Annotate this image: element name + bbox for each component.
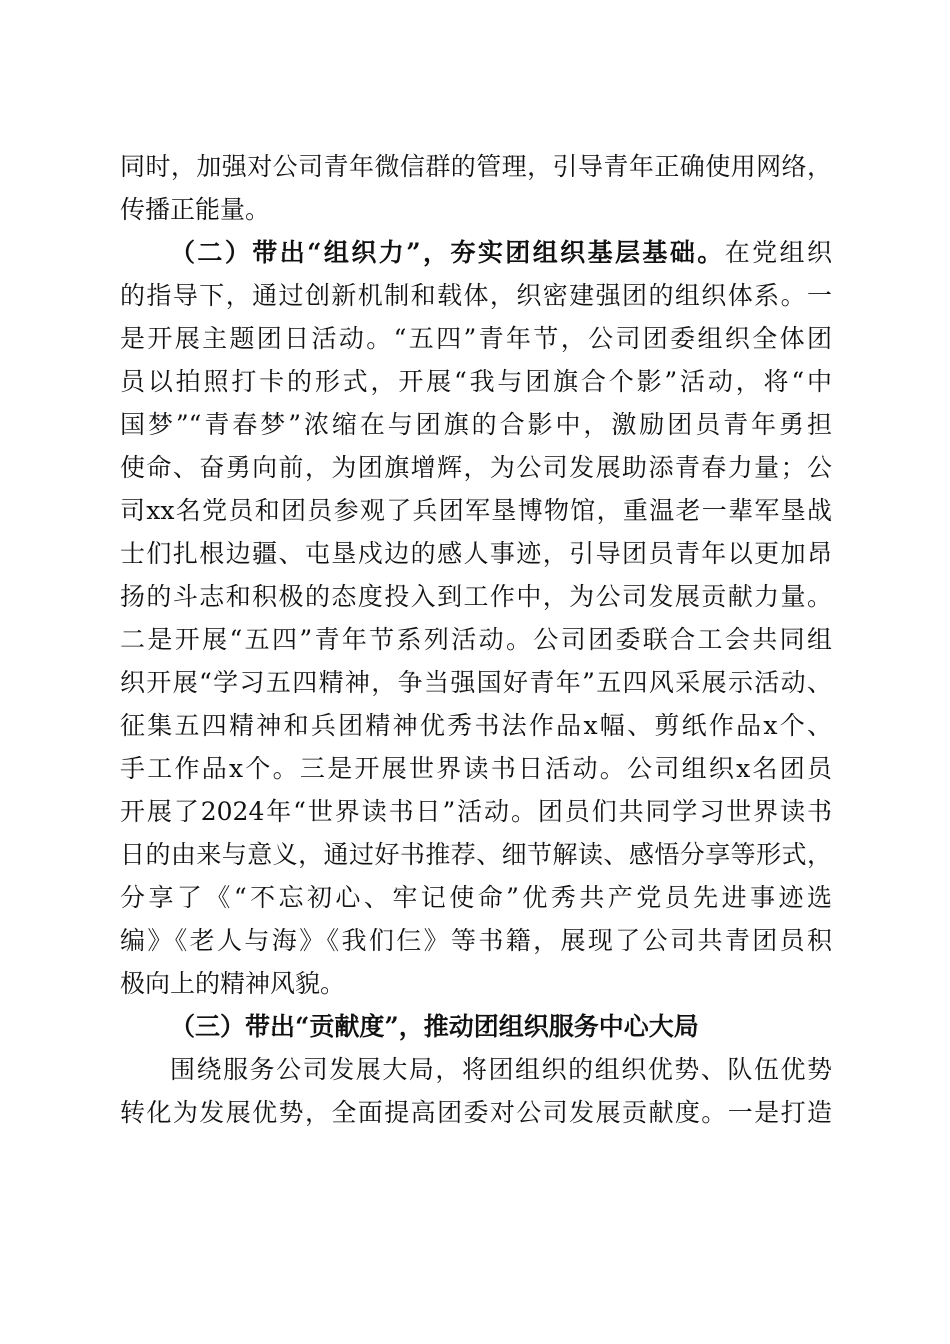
body-line: 是开展主题团日活动。“五四”青年节，公司团委组织全体团 (120, 324, 832, 353)
body-line: 手工作品x个。三是开展世界读书日活动。公司组织x名团员 (120, 754, 832, 783)
body-line: 征集五四精神和兵团精神优秀书法作品x幅、剪纸作品x个、 (120, 711, 832, 740)
body-line: 围绕服务公司发展大局，将团组织的组织优势、队伍优势 (170, 1055, 832, 1084)
body-line: 开展了2024年“世界读书日”活动。团员们共同学习世界读书 (120, 797, 832, 826)
body-line: 司xx名党员和团员参观了兵团军垦博物馆，重温老一辈军垦战 (120, 496, 832, 525)
section-heading-3: （三）带出“贡献度”，推动团组织服务中心大局 (170, 1012, 699, 1041)
body-line: 国梦”“青春梦”浓缩在与团旗的合影中，激励团员青年勇担 (120, 410, 832, 439)
body-line: 同时，加强对公司青年微信群的管理，引导青年正确使用网络， (120, 152, 832, 181)
body-line: 转化为发展优势，全面提高团委对公司发展贡献度。一是打造 (120, 1098, 832, 1127)
body-line: 在党组织 (724, 238, 832, 267)
body-line: 士们扎根边疆、屯垦戍边的感人事迹，引导团员青年以更加昂 (120, 539, 832, 568)
body-line: 员以拍照打卡的形式，开展“我与团旗合个影”活动，将“中 (120, 367, 832, 396)
body-line: 织开展“学习五四精神，争当强国好青年”五四风采展示活动、 (120, 668, 832, 697)
body-line: 扬的斗志和积极的态度投入到工作中，为公司发展贡献力量。 (120, 582, 832, 611)
body-line: 使命、奋勇向前，为团旗增辉，为公司发展助添青春力量；公 (120, 453, 832, 482)
body-line: 日的由来与意义，通过好书推荐、细节解读、感悟分享等形式， (120, 840, 832, 869)
body-line: 分享了《“不忘初心、牢记使命”优秀共产党员先进事迹选 (120, 883, 832, 912)
body-line: 的指导下，通过创新机制和载体，织密建强团的组织体系。一 (120, 281, 832, 310)
body-line: 极向上的精神风貌。 (120, 969, 346, 998)
section-2-paragraph-start (120, 231, 832, 274)
body-line: 编》《老人与海》《我们仨》等书籍，展现了公司共青团员积 (120, 926, 832, 955)
body-line: 二是开展“五四”青年节系列活动。公司团委联合工会共同组 (120, 625, 832, 654)
document-body (120, 145, 832, 1134)
body-line: 传播正能量。 (120, 195, 271, 224)
section-heading-2: （二）带出“组织力”，夯实团组织基层基础。 (170, 238, 725, 267)
